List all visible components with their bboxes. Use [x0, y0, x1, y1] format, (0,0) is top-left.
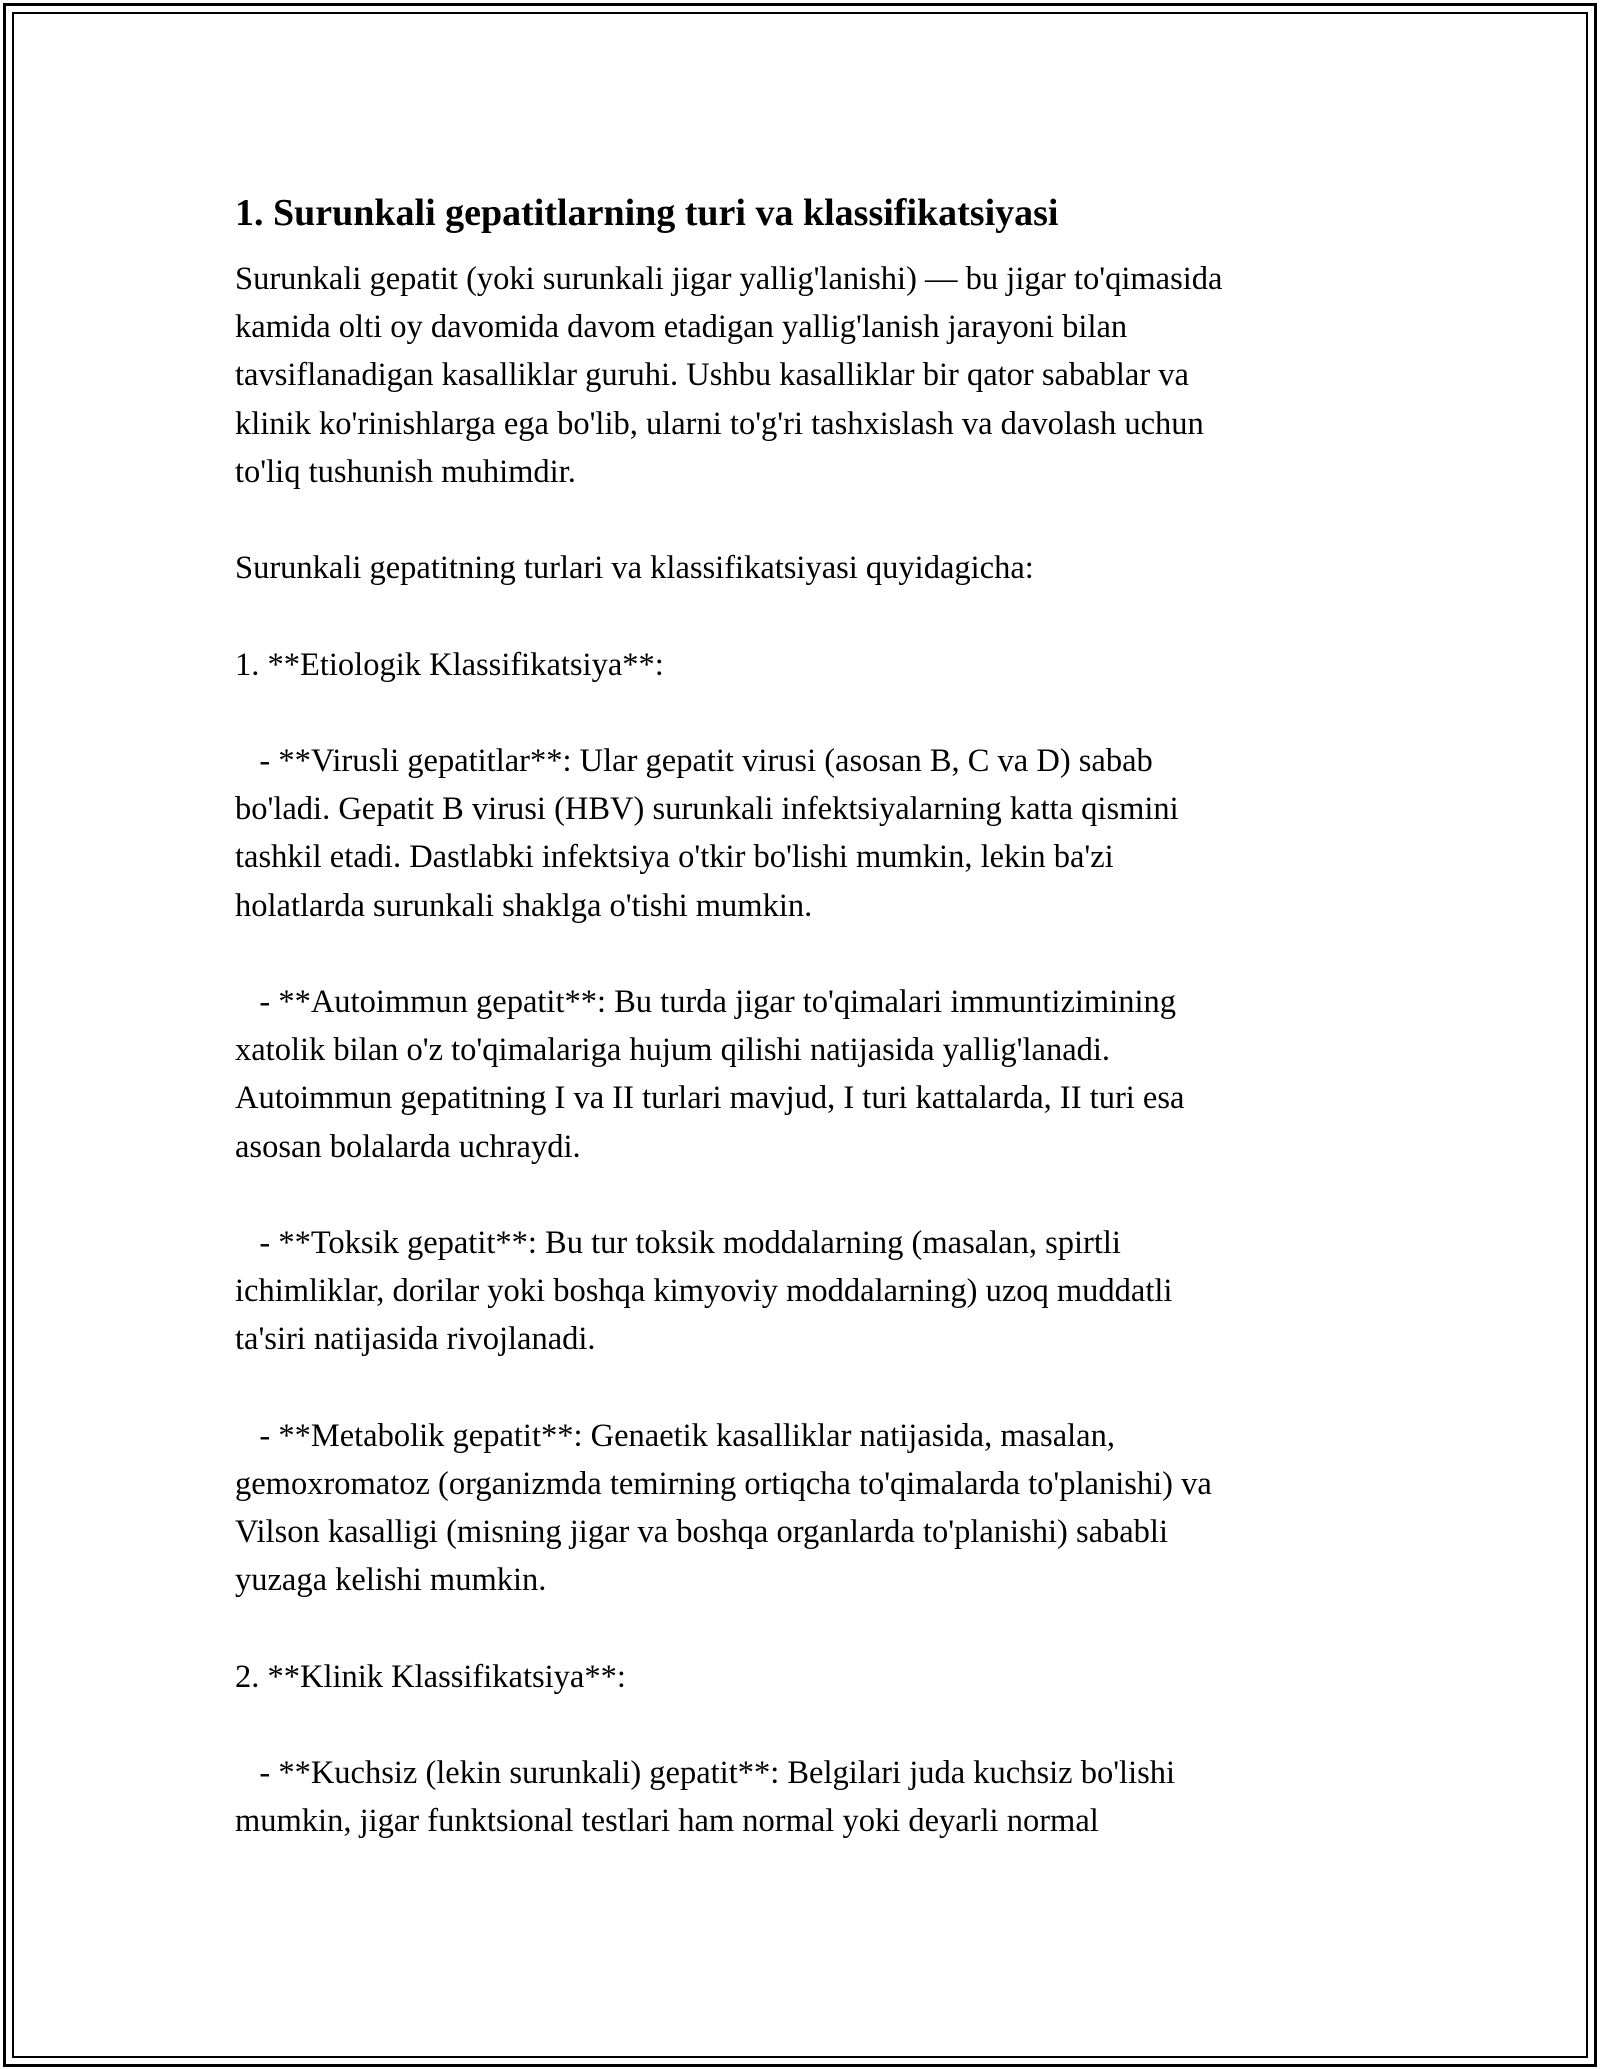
- document-content: [235, 187, 1355, 1846]
- text-line: ta'siri natijasida rivojlanadi.: [235, 1321, 596, 1358]
- paragraph-gap: [235, 1701, 1355, 1749]
- paragraph: [235, 1412, 1355, 1605]
- text-line: klinik ko'rinishlarga ega bo'lib, ularni to'g'ri tashxislash va davolash uchun: [235, 405, 1204, 442]
- paragraph: [235, 978, 1355, 1171]
- text-line: Vilson kasalligi (misning jigar va boshqa organlarda to'planishi) sababli: [235, 1514, 1168, 1551]
- paragraph: [235, 255, 1355, 496]
- paragraph: [235, 641, 1355, 689]
- paragraph: [235, 1653, 1355, 1701]
- text-line: gemoxromatoz (organizmda temirning ortiqcha to'qimalarda to'planishi) va: [235, 1465, 1212, 1502]
- text-line: Autoimmun gepatitning I va II turlari mavjud, I turi kattalarda, II turi esa: [235, 1080, 1185, 1117]
- text-line: - **Toksik gepatit**: Bu tur toksik moddalarning (masalan, spirtli: [235, 1224, 1121, 1261]
- document-body: [235, 255, 1355, 1846]
- text-line: bo'ladi. Gepatit B virusi (HBV) surunkali infektsiyalarning katta qismini: [235, 791, 1179, 828]
- paragraph-gap: [235, 1364, 1355, 1412]
- text-line: kamida olti oy davomida davom etadigan yallig'lanish jarayoni bilan: [235, 309, 1128, 346]
- text-line: holatlarda surunkali shaklga o'tishi mumkin.: [235, 887, 813, 924]
- document-heading: 1. Surunkali gepatitlarning turi va klassifikatsiyasi: [235, 192, 1059, 234]
- text-line: xatolik bilan o'z to'qimalariga hujum qilishi natijasida yallig'lanadi.: [235, 1032, 1111, 1069]
- text-line: - **Virusli gepatitlar**: Ular gepatit virusi (asosan B, C va D) sabab: [235, 742, 1153, 779]
- text-line: Surunkali gepatitning turlari va klassifikatsiyasi quyidagicha:: [235, 550, 1034, 587]
- text-line: yuzaga kelishi mumkin.: [235, 1562, 547, 1599]
- text-line: to'liq tushunish muhimdir.: [235, 453, 576, 490]
- text-line: tavsiflanadigan kasalliklar guruhi. Ushbu kasalliklar bir qator sabablar va: [235, 357, 1189, 394]
- paragraph: [235, 1749, 1355, 1845]
- text-line: - **Kuchsiz (lekin surunkali) gepatit**: Belgilari juda kuchsiz bo'lishi: [235, 1755, 1176, 1792]
- text-line: asosan bolalarda uchraydi.: [235, 1128, 581, 1165]
- text-line: ichimliklar, dorilar yoki boshqa kimyoviy moddalarning) uzoq muddatli: [235, 1273, 1173, 1310]
- paragraph-gap: [235, 592, 1355, 640]
- paragraph-gap: [235, 1171, 1355, 1219]
- paragraph-gap: [235, 1605, 1355, 1653]
- text-line: - **Autoimmun gepatit**: Bu turda jigar to'qimalari immuntizimining: [235, 983, 1177, 1020]
- paragraph: [235, 1219, 1355, 1364]
- paragraph-gap: [235, 930, 1355, 978]
- text-line: tashkil etadi. Dastlabki infektsiya o'tkir bo'lishi mumkin, lekin ba'zi: [235, 839, 1114, 876]
- text-line: 1. **Etiologik Klassifikatsiya**:: [235, 646, 664, 683]
- paragraph: [235, 544, 1355, 592]
- paragraph-gap: [235, 496, 1355, 544]
- text-line: 2. **Klinik Klassifikatsiya**:: [235, 1658, 626, 1695]
- paragraph: [235, 737, 1355, 930]
- text-line: Surunkali gepatit (yoki surunkali jigar yallig'lanishi) — bu jigar to'qimasida: [235, 261, 1223, 297]
- paragraph-gap: [235, 689, 1355, 737]
- text-line: mumkin, jigar funktsional testlari ham normal yoki deyarli normal: [235, 1803, 1099, 1840]
- text-line: - **Metabolik gepatit**: Genaetik kasalliklar natijasida, masalan,: [235, 1417, 1115, 1454]
